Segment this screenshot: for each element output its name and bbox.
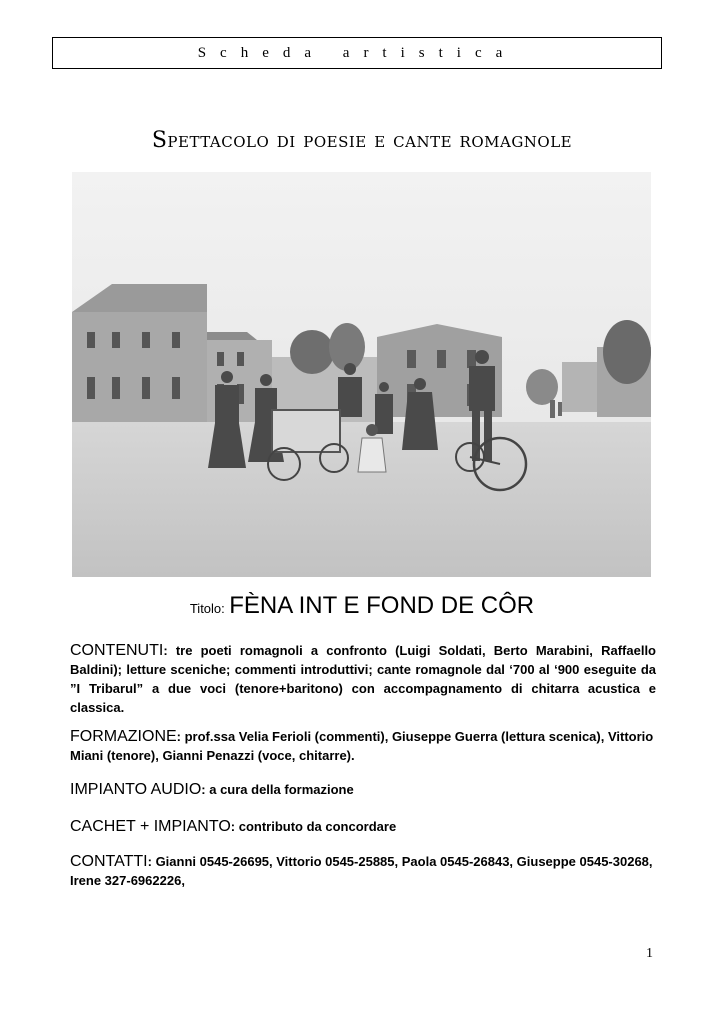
page-number: 1 <box>646 946 653 961</box>
historic-photo <box>72 172 651 577</box>
impianto-audio-text: : a cura della formazione <box>201 782 354 797</box>
cachet-text: : contributo da concordare <box>230 819 397 834</box>
header-title: Scheda artistica <box>197 44 517 61</box>
titolo-label: Titolo: <box>189 601 225 616</box>
cachet-label: CACHET + IMPIANTO <box>70 818 231 835</box>
contenuti-label: CONTENUTI <box>70 642 164 659</box>
photo-illustration <box>72 172 651 577</box>
contatti-section <box>70 852 656 890</box>
contatti-label: CONTATTI <box>70 853 148 870</box>
contenuti-text: : tre poeti romagnoli a confronto (Luigi Soldati, Berto Marabini, Raffaello Baldini); letture sceniche; commenti introduttivi; cante romagnole dal ‘700 al ‘900 eseguite da ”I Tribarul” a due voci (tenore+baritono) con accompagnamento di chitarra acustica e classica. <box>70 643 656 715</box>
cachet-section <box>70 817 656 836</box>
formazione-text: : prof.ssa Velia Ferioli (commenti), Giuseppe Guerra (lettura scenica), Vittorio Miani (tenore), Gianni Penazzi (voce, chitarre). <box>70 729 654 763</box>
main-title: Spettacolo di poesie e cante romagnole <box>151 128 573 153</box>
formazione-label: FORMAZIONE <box>70 728 177 745</box>
contenuti-section <box>70 641 656 717</box>
header-box <box>52 37 662 69</box>
titolo-line <box>0 592 724 620</box>
impianto-audio-label: IMPIANTO AUDIO <box>70 781 202 798</box>
formazione-section <box>70 727 656 765</box>
titolo-value: FÈNA INT E FOND DE CÔR <box>229 592 535 619</box>
impianto-audio-section <box>70 780 656 799</box>
contatti-text: : Gianni 0545-26695, Vittorio 0545-25885, Paola 0545-26843, Giuseppe 0545-30268, Irene 327-6962226, <box>70 854 653 888</box>
